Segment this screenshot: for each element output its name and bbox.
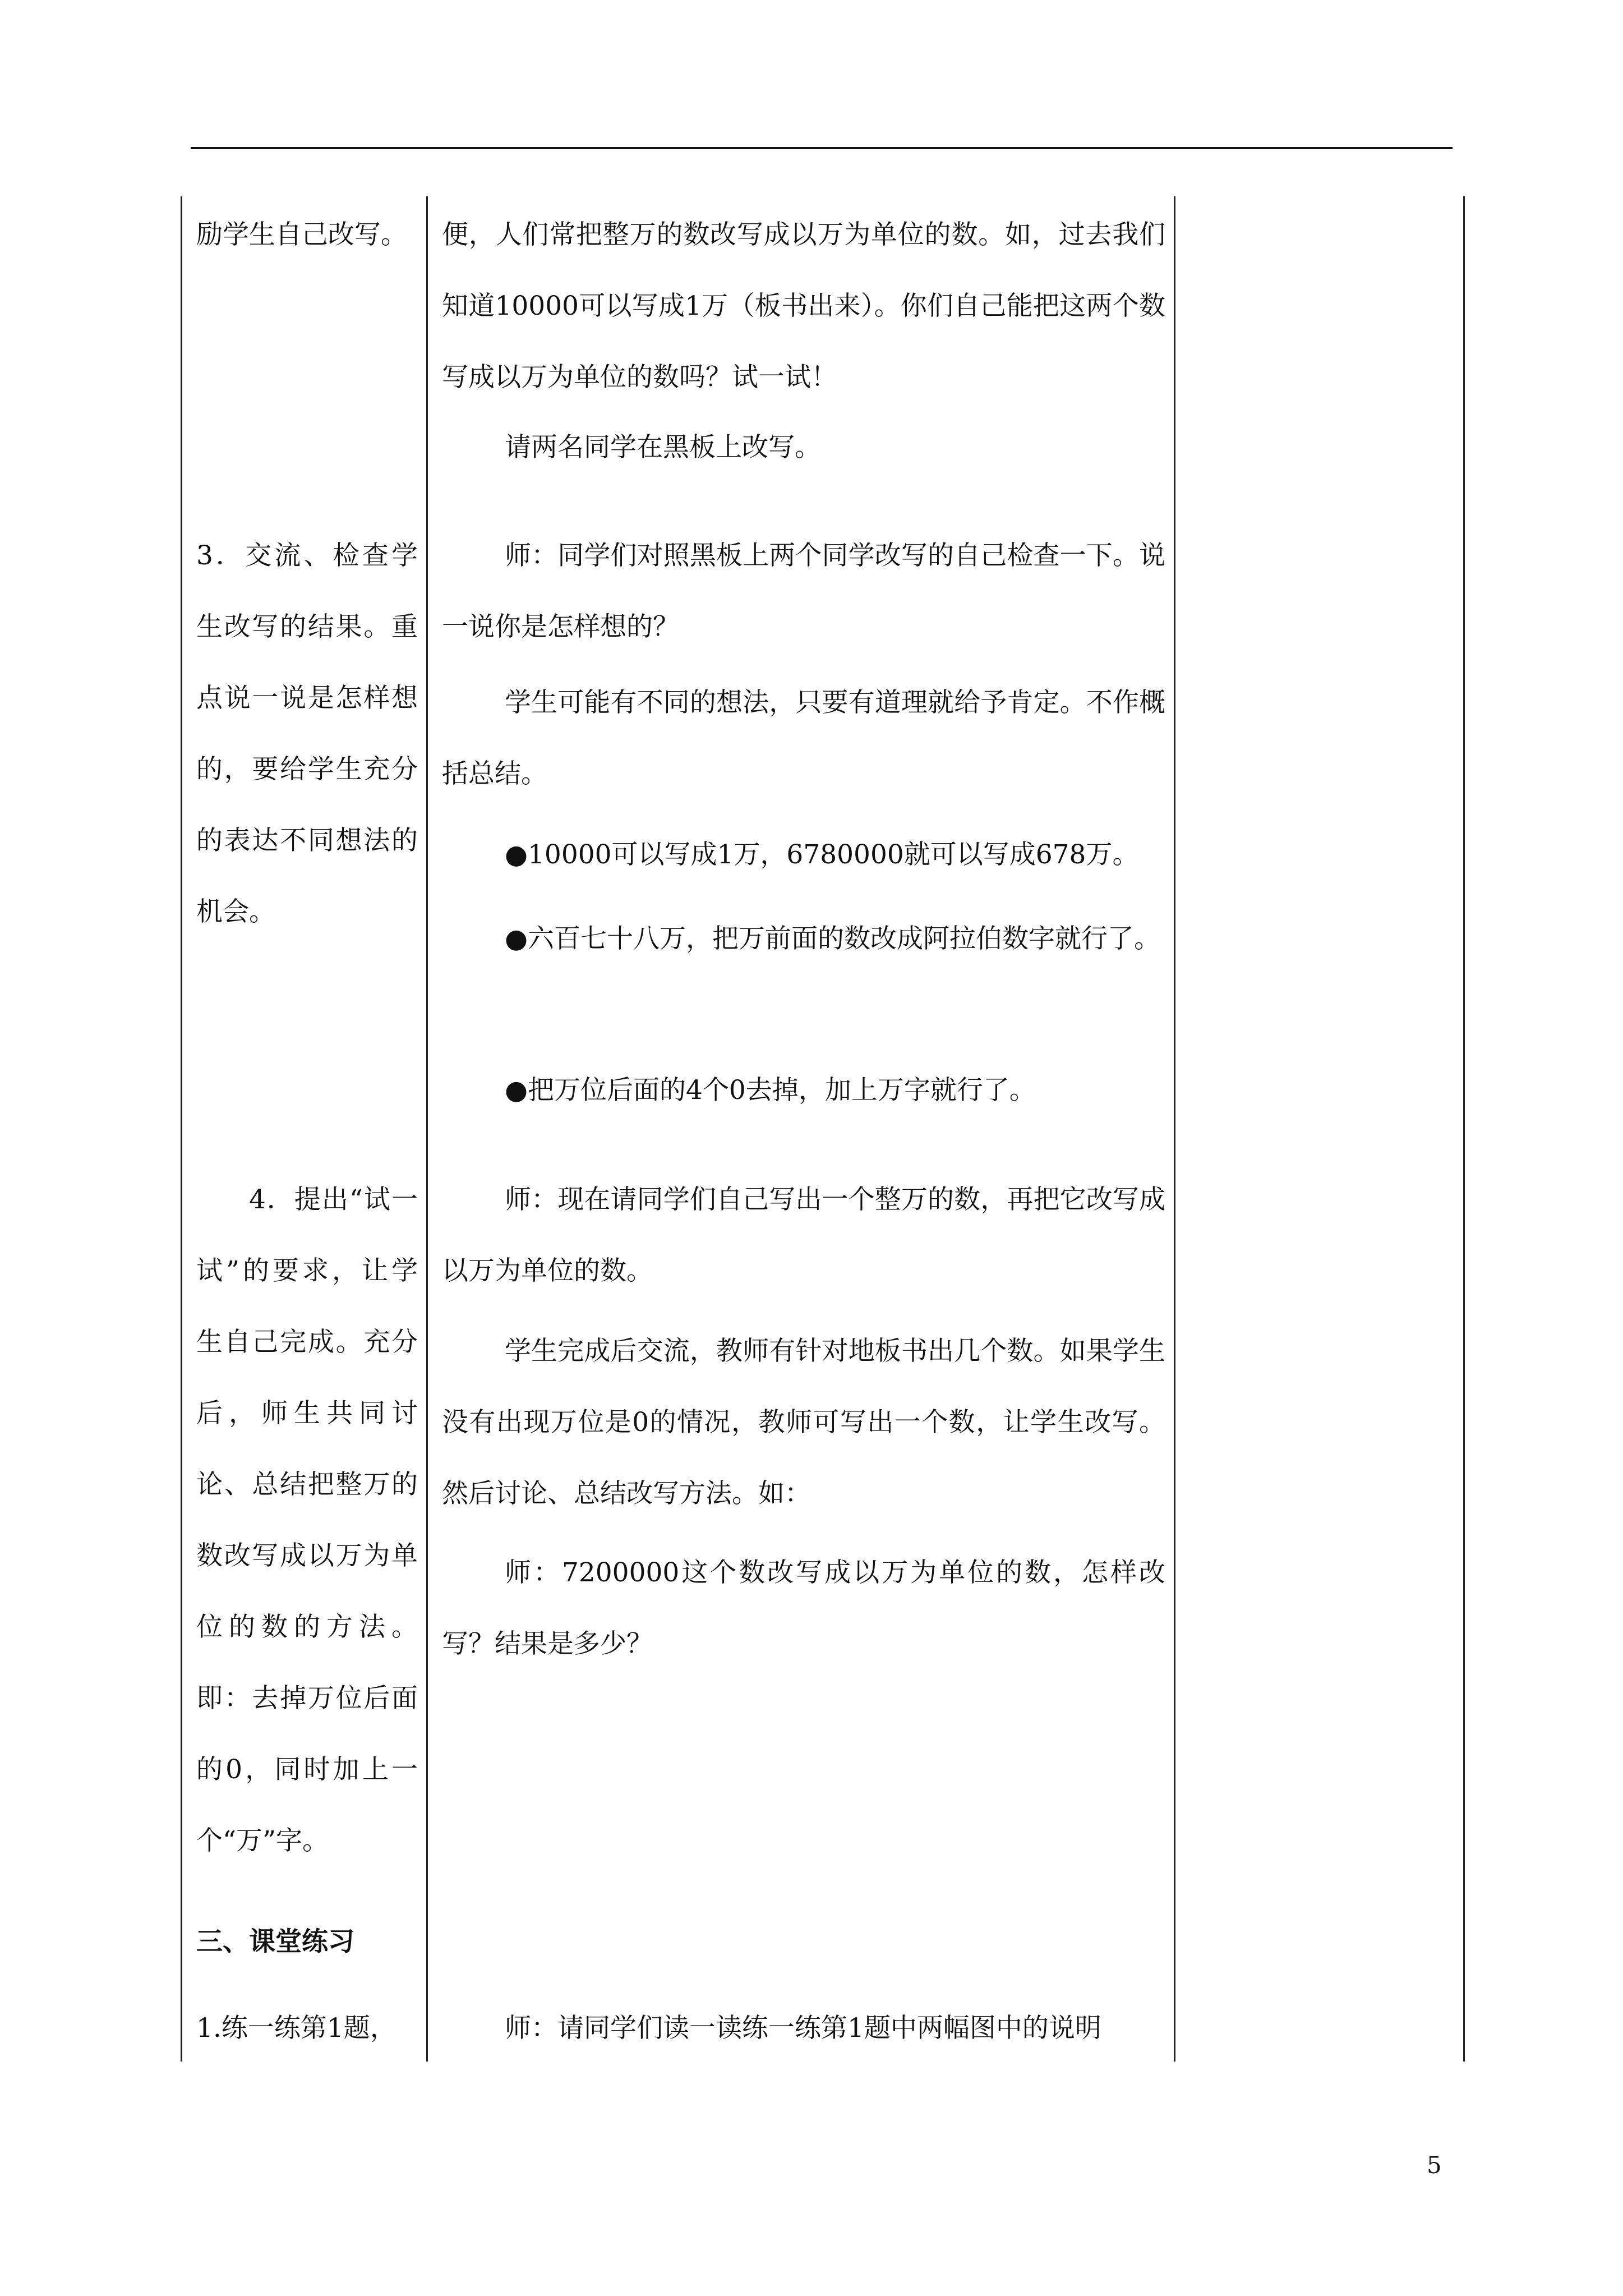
table-border-right <box>1463 196 1465 2062</box>
main-paragraph-1: 便，人们常把整万的数改写成以万为单位的数。如，过去我们知道10000可以写成1万（板书出来）。你们自己能把这两个数写成以万为单位的数吗？试一试！ <box>442 219 1165 393</box>
left-paragraph-3: 4．提出“试一试”的要求，让学生自己完成。充分后，师生共同讨论、总结把整万的数改写成以万为单位的数的方法。即：去掉万位后面的0，同时加上一个“万”字。 <box>196 1184 418 1856</box>
table-divider-1 <box>426 196 428 2062</box>
left-paragraph-1: 励学生自己改写。 <box>196 219 407 250</box>
left-paragraph-2: 3．交流、检查学生改写的结果。重点说一说是怎样想的，要给学生充分的表达不同想法的机会。 <box>196 540 418 927</box>
main-paragraph-6: ●六百七十八万，把万前面的数改成阿拉伯数字就行了。 <box>505 923 1161 954</box>
table-border-left <box>181 196 182 2062</box>
main-paragraph-2: 请两名同学在黑板上改写。 <box>505 432 821 463</box>
main-paragraph-8: 师：现在请同学们自己写出一个整万的数，再把它改写成以万为单位的数。 <box>442 1184 1165 1286</box>
table-divider-2 <box>1174 196 1175 2062</box>
main-paragraph-4: 学生可能有不同的想法，只要有道理就给予肯定。不作概括总结。 <box>442 687 1165 789</box>
main-paragraph-11: 师：请同学们读一读练一练第1题中两幅图中的说明 <box>505 2013 1101 2044</box>
main-paragraph-10: 师：7200000这个数改写成以万为单位的数，怎样改写？结果是多少？ <box>442 1557 1165 1659</box>
page-number: 5 <box>1427 2151 1442 2179</box>
left-paragraph-4: 1.练一练第1题， <box>196 2013 396 2044</box>
main-paragraph-3: 师：同学们对照黑板上两个同学改写的自己检查一下。说一说你是怎样想的？ <box>442 540 1165 642</box>
main-paragraph-7: ●把万位后面的4个0去掉，加上万字就行了。 <box>505 1075 1036 1106</box>
section-heading: 三、课堂练习 <box>196 1926 354 1957</box>
header-rule <box>191 147 1453 149</box>
main-paragraph-5: ●10000可以写成1万，6780000就可以写成678万。 <box>505 839 1139 870</box>
main-paragraph-9: 学生完成后交流，教师有针对地板书出几个数。如果学生没有出现万位是0的情况，教师可写出一个数，让学生改写。然后讨论、总结改写方法。如： <box>442 1336 1165 1509</box>
